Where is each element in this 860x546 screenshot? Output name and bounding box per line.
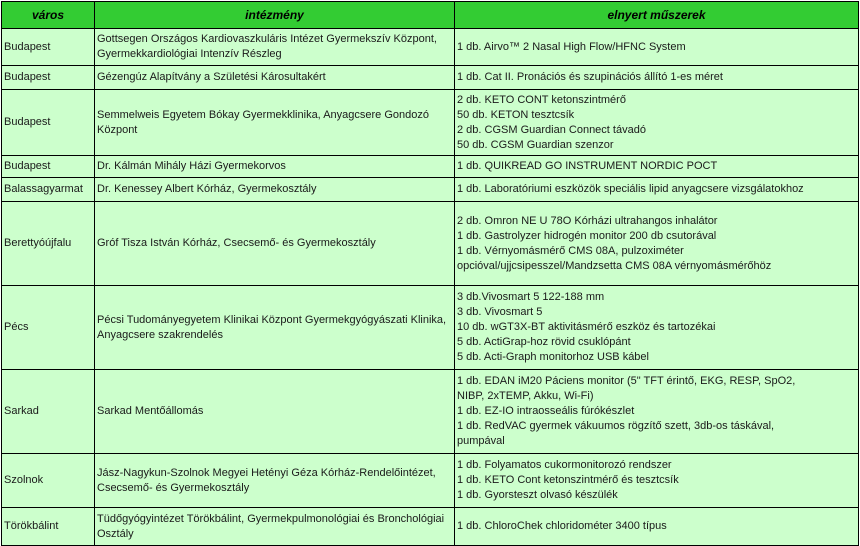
instrument-line: pumpával — [457, 435, 505, 447]
instrument-line: 1 db. Laboratóriumi eszközök speciális lipid anyagcsere vizsgálatokhoz — [457, 183, 804, 195]
instrument-line: 2 db. KETO CONT ketonszintmérő — [457, 93, 626, 106]
table-row — [2, 29, 859, 66]
city-cell: Pécs — [2, 286, 95, 370]
instruments-cell — [455, 178, 859, 202]
instruments-cell — [455, 90, 859, 156]
instrument-line: 1 db. Vérnyomásmérő CMS 08A, pulzoximéter — [457, 244, 684, 257]
instrument-line: 3 db.Vivosmart 5 122-188 mm — [457, 291, 605, 303]
table-row — [2, 202, 859, 286]
city-cell: Balassagyarmat — [2, 178, 95, 202]
instrument-line: 50 db. KETON tesztcsík — [457, 108, 575, 121]
table-row — [2, 286, 859, 370]
city-cell: Törökbálint — [2, 508, 95, 546]
table-row — [2, 370, 859, 454]
institution-cell: Gróf Tisza István Kórház, Csecsemő- és Gyermekosztály — [95, 202, 455, 286]
instruments-cell — [455, 202, 859, 286]
city-cell: Szolnok — [2, 454, 95, 508]
instrument-line: 50 db. CGSM Guardian szenzor — [457, 138, 614, 151]
institution-cell: Sarkad Mentőállomás — [95, 370, 455, 454]
instruments-cell — [455, 370, 859, 454]
institution-cell: Dr. Kenessey Albert Kórház, Gyermekosztály — [95, 178, 455, 202]
city-cell: Budapest — [2, 66, 95, 90]
table-row — [2, 66, 859, 90]
instrument-line: 1 db. Airvo™ 2 Nasal High Flow/HFNC System — [457, 40, 686, 53]
table-row — [2, 508, 859, 546]
city-cell: Budapest — [2, 156, 95, 178]
table-row — [2, 178, 859, 202]
instrument-line: 2 db. CGSM Guardian Connect távadó — [457, 123, 646, 136]
table-row — [2, 156, 859, 178]
instruments-cell — [455, 66, 859, 90]
instrument-line: 3 db. Vivosmart 5 — [457, 306, 543, 318]
header-city: város — [2, 2, 95, 29]
instrument-line: NIBP, 2xTEMP, Akku, Wi-Fi) — [457, 390, 594, 402]
instruments-cell — [455, 508, 859, 546]
instrument-line: 1 db. Gyorsteszt olvasó készülék — [457, 489, 618, 501]
instrument-line: opcióval/ujjcsipesszel/Mandzsetta CMS 08A vérnyomásmérőhöz — [457, 259, 772, 272]
instrument-line: 5 db. Acti-Graph monitorhoz USB kábel — [457, 351, 649, 363]
institution-cell: Gottsegen Országos Kardiovaszkuláris Intézet Gyermekszív Központ, Gyermekkardiológiai Intenzív Részleg — [95, 29, 455, 66]
instrument-line: 1 db. EZ-IO intraosseális fúrókészlet — [457, 405, 635, 417]
instruments-cell — [455, 286, 859, 370]
instrument-line: 1 db. KETO Cont ketonszintmérő és tesztcsík — [457, 474, 679, 486]
instrument-line: 1 db. EDAN iM20 Páciens monitor (5" TFT érintő, EKG, RESP, SpO2, — [457, 375, 796, 387]
institution-cell: Gézengúz Alapítvány a Születési Károsultakért — [95, 66, 455, 90]
instrument-line: 1 db. ChloroChek chloridométer 3400 típus — [457, 520, 667, 532]
institution-cell: Dr. Kálmán Mihály Házi Gyermekorvos — [95, 156, 455, 178]
institution-cell: Jász-Nagykun-Szolnok Megyei Hetényi Géza Kórház-Rendelőintézet, Csecsemő- és Gyermekosztály — [95, 454, 455, 508]
instrument-line: 2 db. Omron NE U 78O Kórházi ultrahangos inhalátor — [457, 214, 718, 227]
city-cell: Budapest — [2, 29, 95, 66]
instruments-cell — [455, 29, 859, 66]
instrument-line: 5 db. ActiGrap-hoz rövid csuklópánt — [457, 336, 631, 348]
instrument-line: 1 db. QUIKREAD GO INSTRUMENT NORDIC POCT — [457, 160, 718, 172]
header-institution: intézmény — [95, 2, 455, 29]
instrument-line: 1 db. Gastrolyzer hidrogén monitor 200 db csutorával — [457, 229, 717, 242]
table-row — [2, 454, 859, 508]
city-cell: Berettyóújfalu — [2, 202, 95, 286]
instruments-cell — [455, 156, 859, 178]
city-cell: Budapest — [2, 90, 95, 156]
instrument-line: 1 db. RedVAC gyermek vákuumos rögzítő szett, 3db-os táskával, — [457, 420, 775, 432]
table-row — [2, 90, 859, 156]
instrument-line: 1 db. Cat II. Pronációs és szupinációs állító 1-es méret — [457, 71, 723, 83]
institution-cell: Semmelweis Egyetem Bókay Gyermekklinika, Anyagcsere Gondozó Központ — [95, 90, 455, 156]
instrument-line: 1 db. Folyamatos cukormonitorozó rendszer — [457, 459, 672, 471]
institution-cell: Pécsi Tudományegyetem Klinikai Központ Gyermekgyógyászati Klinika, Anyagcsere szakrendelés — [95, 286, 455, 370]
instrument-line: 10 db. wGT3X-BT aktivitásmérő eszköz és tartozékai — [457, 321, 716, 333]
institution-cell: Tüdőgyógyintézet Törökbálint, Gyermekpulmonológiai és Bronchológiai Osztály — [95, 508, 455, 546]
header-instruments: elnyert műszerek — [455, 2, 859, 29]
awards-table — [1, 1, 859, 546]
city-cell: Sarkad — [2, 370, 95, 454]
header-row — [2, 2, 859, 29]
instruments-cell — [455, 454, 859, 508]
